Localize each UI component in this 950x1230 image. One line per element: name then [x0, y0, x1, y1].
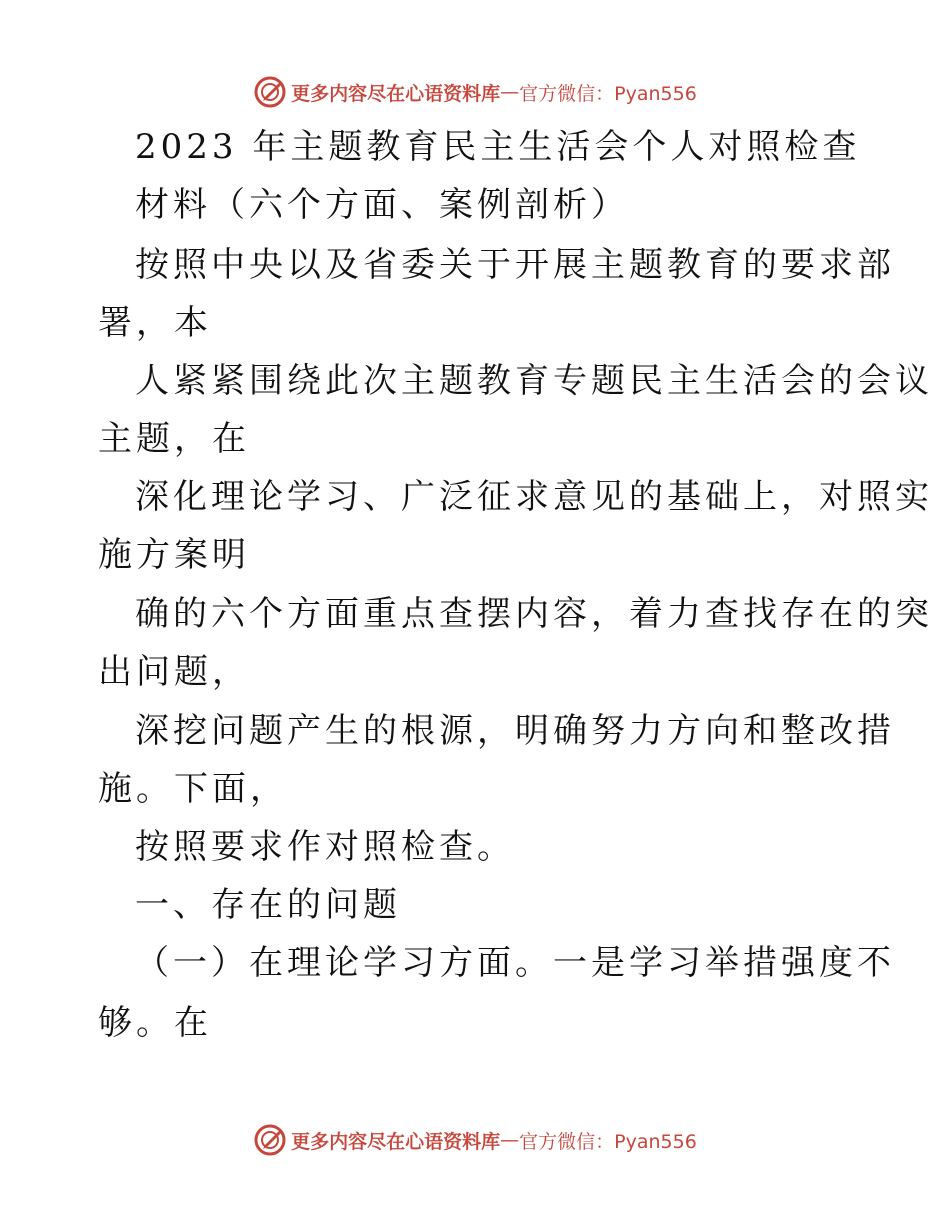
section-heading: 一、存在的问题: [135, 885, 401, 925]
watermark-dash: —: [500, 1129, 520, 1151]
watermark-dash: —: [500, 81, 520, 103]
paragraph-line: 够。在: [98, 1003, 212, 1043]
watermark-sub-text: 官方微信：Pyan556: [519, 1130, 697, 1153]
watermark-main-text: 更多内容尽在心语资料库: [291, 1130, 501, 1153]
watermark-main-text: 更多内容尽在心语资料库: [291, 82, 501, 105]
watermark-footer: [0, 1120, 950, 1160]
paragraph-line: 出问题，: [98, 652, 250, 692]
document-title-line-2: 材料（六个方面、案例剖析）: [135, 185, 629, 225]
subsection-heading-line: （一）在理论学习方面。一是学习举措强度不: [135, 943, 895, 983]
watermark-sub-text: 官方微信：Pyan556: [519, 82, 697, 105]
watermark-header: [0, 72, 950, 112]
paragraph-line: 深化理论学习、广泛征求意见的基础上，对照实: [135, 477, 933, 517]
paragraph-line: 深挖问题产生的根源，明确努力方向和整改措: [135, 711, 895, 751]
paragraph-line: 确的六个方面重点查摆内容，着力查找存在的突: [135, 594, 933, 634]
paragraph-line: 施方案明: [98, 535, 250, 575]
paragraph-line: 主题，在: [98, 419, 250, 459]
paragraph-line: 人紧紧围绕此次主题教育专题民主生活会的会议: [135, 361, 933, 401]
paragraph-line: 按照中央以及省委关于开展主题教育的要求部: [135, 245, 895, 285]
document-title-line-1: 2023 年主题教育民主生活会个人对照检查: [135, 127, 861, 167]
logo-icon: [253, 75, 287, 109]
paragraph-line: 按照要求作对照检查。: [135, 827, 515, 867]
paragraph-line: 施。下面，: [98, 769, 288, 809]
paragraph-line: 署，本: [98, 303, 212, 343]
logo-icon: [253, 1123, 287, 1157]
